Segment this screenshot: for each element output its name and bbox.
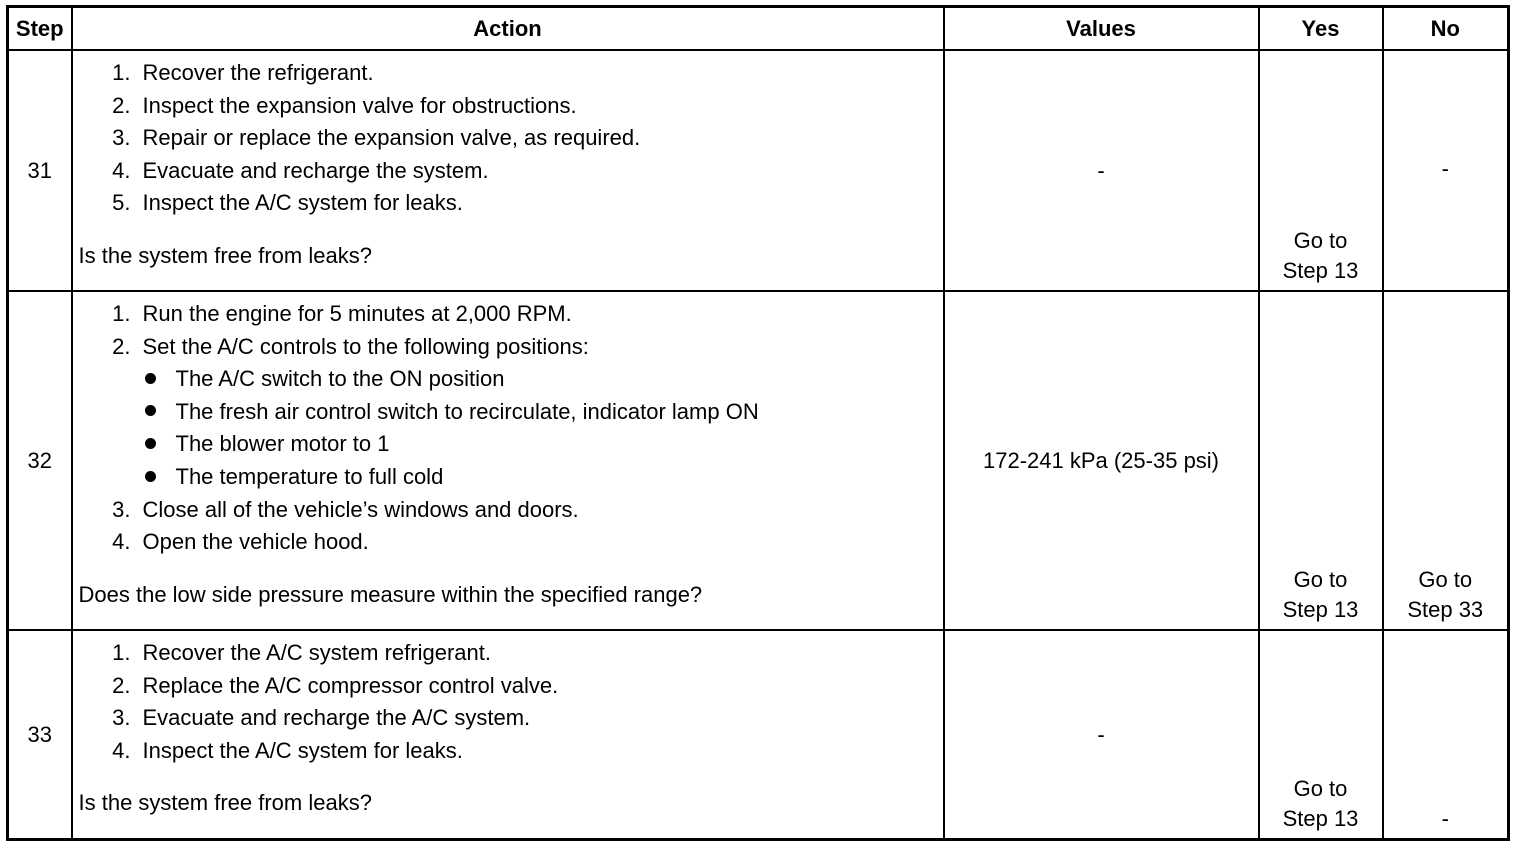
- yes-cell: Go to Step 13: [1259, 630, 1383, 840]
- step-number: 31: [8, 50, 72, 291]
- bullet-item: The temperature to full cold: [79, 461, 937, 494]
- yes-cell: Go to Step 13: [1259, 291, 1383, 630]
- list-item: 1. Recover the refrigerant.: [112, 60, 374, 85]
- table-row-step-31: [8, 50, 1509, 291]
- action-steps-list: [79, 637, 937, 767]
- header-action: Action: [72, 7, 944, 51]
- question-text: Does the low side pressure measure within the specified range?: [78, 581, 703, 607]
- list-item: 1. Recover the A/C system refrigerant.: [112, 640, 491, 665]
- action-cell: [72, 291, 944, 630]
- action-steps-list: [79, 494, 937, 559]
- bullet-dot-icon: [145, 471, 156, 482]
- list-item: 3. Repair or replace the expansion valve, as required.: [112, 125, 641, 151]
- table-row-step-33: [8, 630, 1509, 840]
- list-item: 3. Close all of the vehicle’s windows and doors.: [112, 496, 579, 522]
- list-item: 4. Open the vehicle hood.: [112, 529, 369, 555]
- header-values: Values: [944, 7, 1259, 51]
- no-cell: Go to Step 33: [1383, 291, 1509, 630]
- header-step: Step: [8, 7, 72, 51]
- no-cell: -: [1383, 50, 1509, 291]
- bullet-dot-icon: [145, 405, 156, 416]
- list-item: 2. Replace the A/C compressor control valve.: [112, 672, 559, 698]
- list-item: 4. Inspect the A/C system for leaks.: [112, 737, 463, 763]
- list-item: 5. Inspect the A/C system for leaks.: [112, 190, 463, 216]
- bullet-item: The blower motor to 1: [79, 428, 937, 461]
- header-row: [8, 7, 1509, 51]
- bullet-item: The A/C switch to the ON position: [79, 363, 937, 396]
- list-item: 3. Evacuate and recharge the A/C system.: [112, 705, 531, 731]
- bullet-dot-icon: [145, 373, 156, 384]
- values-cell: -: [944, 50, 1259, 291]
- action-steps-list: [79, 298, 937, 363]
- list-item: 2. Inspect the expansion valve for obstructions.: [112, 92, 577, 118]
- header-yes: Yes: [1259, 7, 1383, 51]
- bullet-list: [79, 363, 937, 493]
- step-number: 33: [8, 630, 72, 840]
- question-text: Is the system free from leaks?: [78, 790, 372, 816]
- list-item: 2. Set the A/C controls to the following positions:: [112, 333, 589, 359]
- action-cell: [72, 630, 944, 840]
- values-cell: -: [944, 630, 1259, 840]
- step-number: 32: [8, 291, 72, 630]
- diagnostic-table: [6, 5, 1510, 841]
- header-no: No: [1383, 7, 1509, 51]
- bullet-dot-icon: [145, 438, 156, 449]
- table-row-step-32: [8, 291, 1509, 630]
- list-item: 4. Evacuate and recharge the system.: [112, 157, 489, 183]
- values-cell: 172-241 kPa (25-35 psi): [944, 291, 1259, 630]
- question-text: Is the system free from leaks?: [78, 242, 372, 268]
- action-steps-list: [79, 57, 937, 220]
- list-item: 1. Run the engine for 5 minutes at 2,000 RPM.: [112, 301, 572, 326]
- no-cell: -: [1383, 630, 1509, 840]
- action-cell: [72, 50, 944, 291]
- yes-cell: Go to Step 13: [1259, 50, 1383, 291]
- bullet-item: The fresh air control switch to recirculate, indicator lamp ON: [79, 396, 937, 429]
